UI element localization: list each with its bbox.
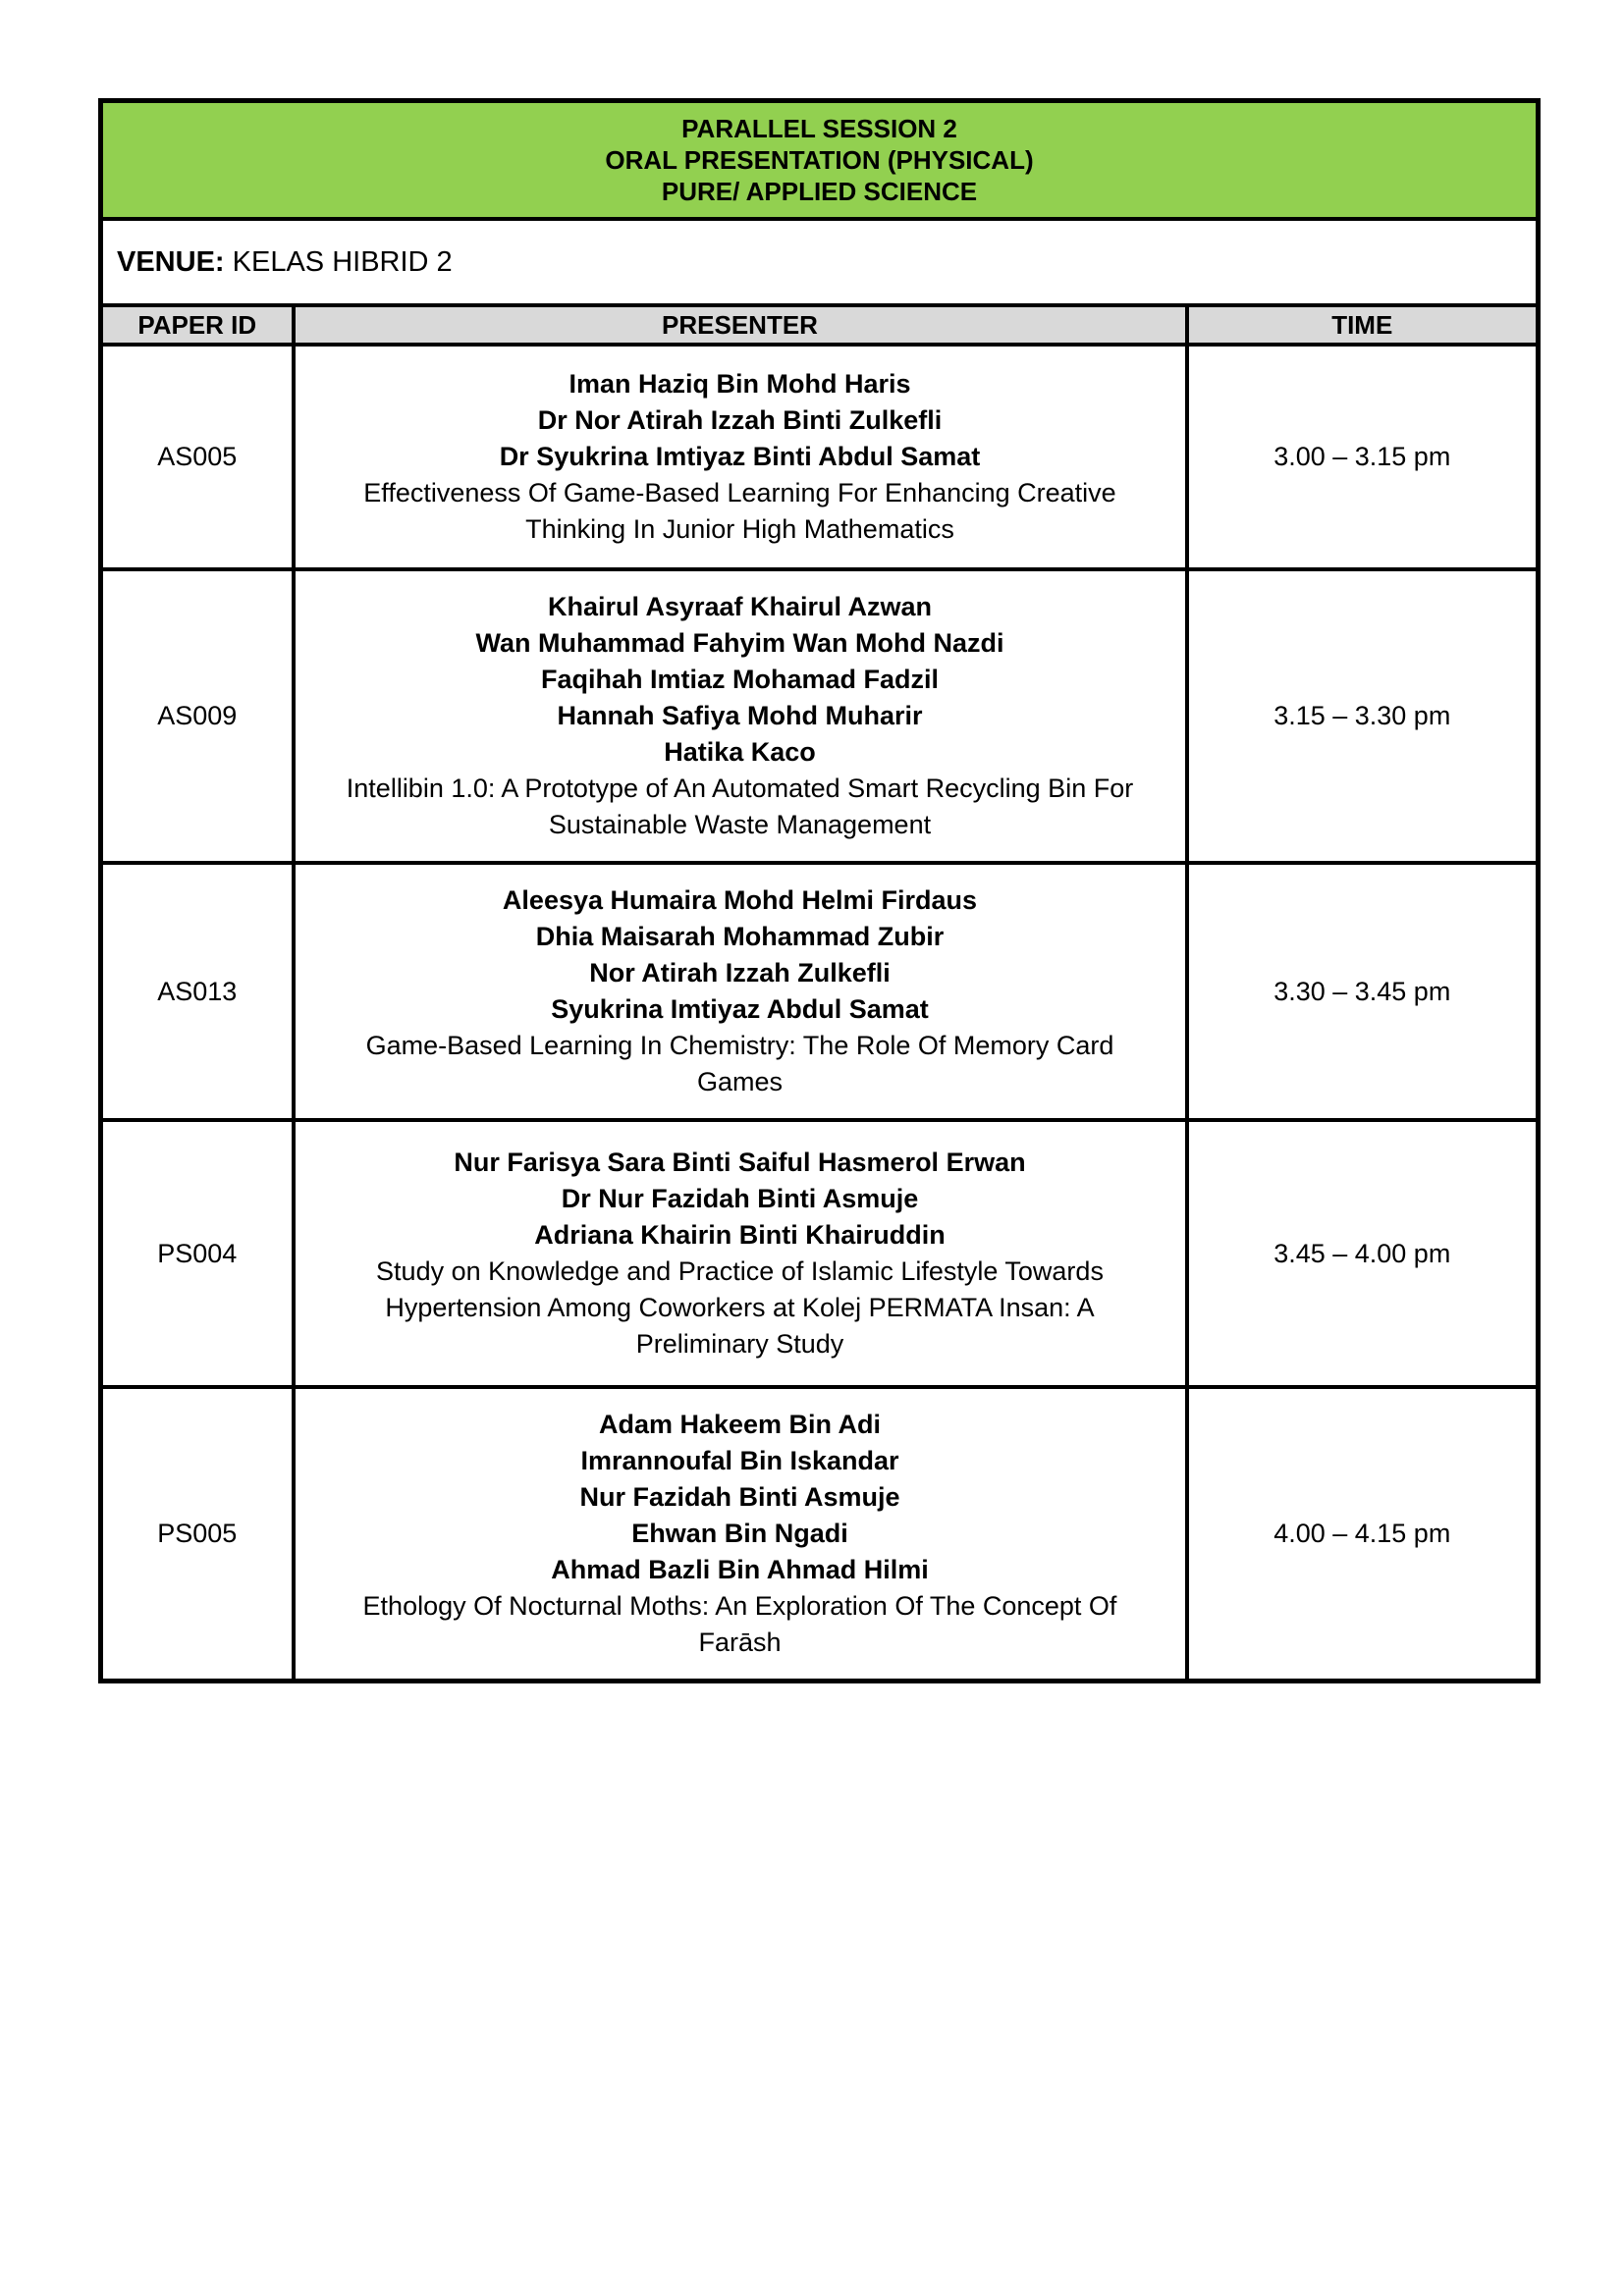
presenter-name: Adriana Khairin Binti Khairuddin xyxy=(534,1220,946,1250)
paper-id: PS004 xyxy=(101,1120,294,1387)
presenter-name: Dr Syukrina Imtiyaz Binti Abdul Samat xyxy=(499,442,981,471)
session-category: PURE/ APPLIED SCIENCE xyxy=(661,177,978,206)
venue-label: VENUE: xyxy=(117,245,225,278)
presenter-name: Imrannoufal Bin Iskandar xyxy=(580,1446,899,1475)
column-header-row xyxy=(101,305,1539,345)
table-row xyxy=(101,569,1539,863)
venue-row xyxy=(101,219,1539,305)
presenter-name: Dr Nor Atirah Izzah Binti Zulkefli xyxy=(537,405,943,435)
session-header-row xyxy=(101,101,1539,220)
time-slot: 3.00 – 3.15 pm xyxy=(1187,345,1539,569)
session-header xyxy=(101,101,1539,220)
presenter-name: Nur Fazidah Binti Asmuje xyxy=(579,1482,900,1512)
time-slot: 3.15 – 3.30 pm xyxy=(1187,569,1539,863)
presenter-name: Ehwan Bin Ngadi xyxy=(631,1519,848,1548)
paper-id: AS013 xyxy=(101,863,294,1120)
paper-title: Effectiveness Of Game-Based Learning For Enhancing Creative Thinking In Junior High Mathematics xyxy=(363,478,1116,544)
paper-title: Intellibin 1.0: A Prototype of An Automated Smart Recycling Bin For Sustainable Waste Management xyxy=(346,774,1134,839)
presenter-name: Adam Hakeem Bin Adi xyxy=(598,1410,882,1439)
presenter-name: Dr Nur Fazidah Binti Asmuje xyxy=(561,1184,919,1213)
time-slot: 4.00 – 4.15 pm xyxy=(1187,1387,1539,1682)
paper-id: AS009 xyxy=(101,569,294,863)
time-slot: 3.45 – 4.00 pm xyxy=(1187,1120,1539,1387)
presenter-name: Nur Farisya Sara Binti Saiful Hasmerol Erwan xyxy=(454,1148,1026,1177)
presenter-name: Hannah Safiya Mohd Muharir xyxy=(557,701,923,730)
column-header-paper-id: PAPER ID xyxy=(101,305,294,345)
presenter-name: Wan Muhammad Fahyim Wan Mohd Nazdi xyxy=(475,628,1004,658)
table-row xyxy=(101,1120,1539,1387)
column-header-time: TIME xyxy=(1187,305,1539,345)
presenter-cell xyxy=(294,1387,1187,1682)
time-slot: 3.30 – 3.45 pm xyxy=(1187,863,1539,1120)
session-schedule-table xyxy=(98,98,1541,1683)
presenter-cell xyxy=(294,345,1187,569)
presenter-name: Hatika Kaco xyxy=(664,737,816,767)
presenter-name: Iman Haziq Bin Mohd Haris xyxy=(568,369,911,399)
presenter-cell xyxy=(294,863,1187,1120)
paper-title: Ethology Of Nocturnal Moths: An Exploration Of The Concept Of Farāsh xyxy=(362,1591,1117,1657)
paper-id: AS005 xyxy=(101,345,294,569)
presenter-name: Syukrina Imtiyaz Abdul Samat xyxy=(551,994,929,1024)
presenter-name: Aleesya Humaira Mohd Helmi Firdaus xyxy=(502,885,978,915)
paper-title: Game-Based Learning In Chemistry: The Role Of Memory Card Games xyxy=(365,1031,1114,1096)
table-row xyxy=(101,345,1539,569)
presenter-name: Faqihah Imtiaz Mohamad Fadzil xyxy=(540,665,940,694)
paper-title: Study on Knowledge and Practice of Islamic Lifestyle Towards Hypertension Among Coworkers at Kolej PERMATA Insan: A Preliminary Study xyxy=(376,1256,1104,1359)
presenter-cell xyxy=(294,569,1187,863)
presenter-name: Ahmad Bazli Bin Ahmad Hilmi xyxy=(551,1555,929,1584)
session-title: PARALLEL SESSION 2 xyxy=(681,114,957,143)
table-row xyxy=(101,863,1539,1120)
presenter-name: Dhia Maisarah Mohammad Zubir xyxy=(535,922,945,951)
presenter-cell xyxy=(294,1120,1187,1387)
presenter-name: Khairul Asyraaf Khairul Azwan xyxy=(547,592,933,621)
column-header-presenter: PRESENTER xyxy=(294,305,1187,345)
venue xyxy=(101,219,1539,305)
venue-value: KELAS HIBRID 2 xyxy=(224,245,453,278)
presenter-name: Nor Atirah Izzah Zulkefli xyxy=(589,958,891,988)
table-row xyxy=(101,1387,1539,1682)
session-type: ORAL PRESENTATION (PHYSICAL) xyxy=(605,145,1034,175)
paper-id: PS005 xyxy=(101,1387,294,1682)
